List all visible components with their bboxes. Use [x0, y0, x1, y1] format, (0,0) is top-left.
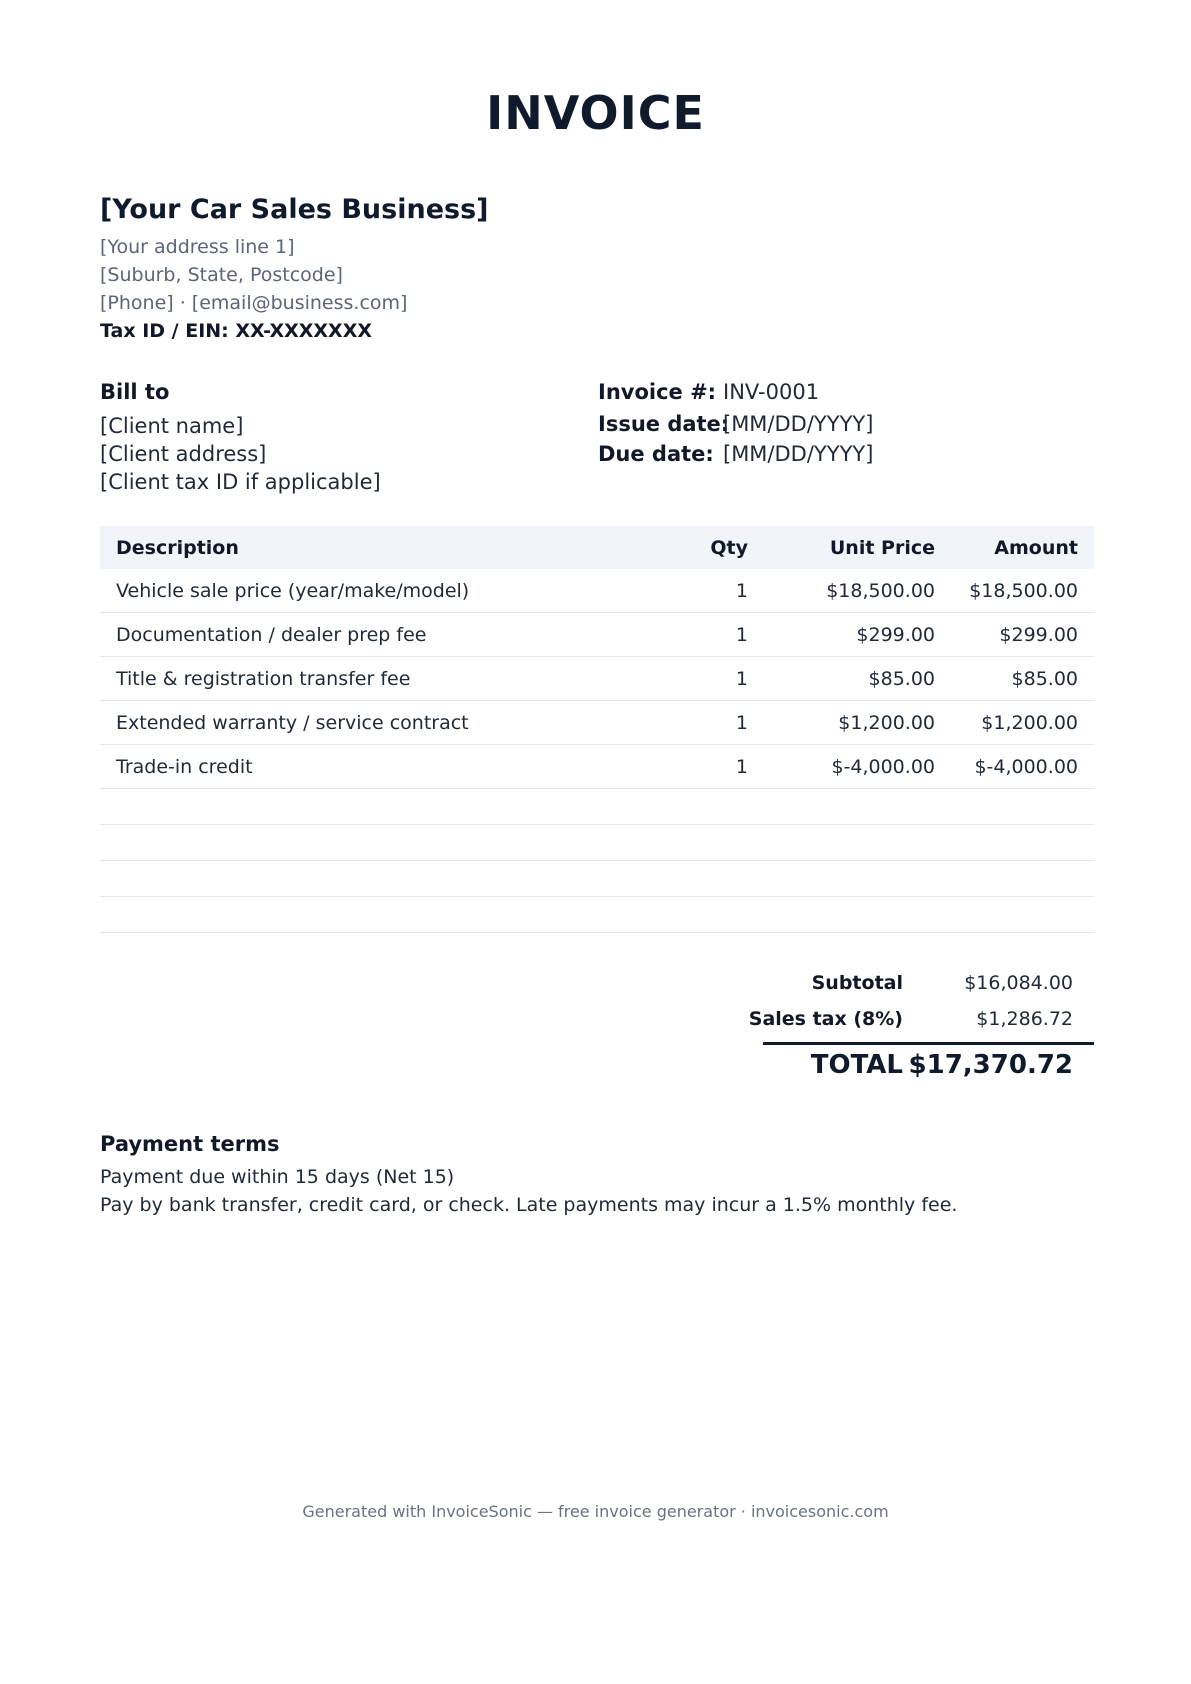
row-amount: $85.00: [951, 657, 1094, 701]
total-label: TOTAL: [810, 1050, 903, 1080]
empty-cell: [100, 825, 1094, 861]
due-date: [MM/DD/YYYY]: [723, 442, 874, 466]
footer-credit: Generated with InvoiceSonic — free invoice generator · invoicesonic.com: [302, 1502, 889, 1521]
row-description: Title & registration transfer fee: [100, 657, 672, 701]
due-date-label: Due date:: [598, 442, 714, 466]
payment-terms-line-2: Pay by bank transfer, credit card, or check. Late payments may incur a 1.5% monthly fee.: [100, 1194, 958, 1216]
bill-to-heading: Bill to: [100, 380, 170, 404]
empty-table-row: [100, 897, 1094, 933]
payment-terms-line-1: Payment due within 15 days (Net 15): [100, 1166, 455, 1188]
column-header-qty: Qty: [672, 526, 764, 569]
table-row: [100, 569, 1094, 613]
row-qty: 1: [672, 745, 764, 789]
empty-table-row: [100, 789, 1094, 825]
business-tax-id: Tax ID / EIN: XX-XXXXXXX: [100, 320, 373, 342]
invoice-number: INV-0001: [723, 380, 820, 404]
issue-date: [MM/DD/YYYY]: [723, 412, 874, 436]
row-unit-price: $18,500.00: [764, 569, 951, 613]
row-qty: 1: [672, 613, 764, 657]
business-address-line-2: [Suburb, State, Postcode]: [100, 264, 343, 286]
empty-cell: [100, 897, 1094, 933]
business-name: [Your Car Sales Business]: [100, 194, 489, 225]
subtotal-label: Subtotal: [811, 972, 903, 994]
total-value: $17,370.72: [908, 1050, 1073, 1080]
payment-terms-heading: Payment terms: [100, 1132, 280, 1156]
empty-cell: [100, 861, 1094, 897]
row-unit-price: $85.00: [764, 657, 951, 701]
column-header-amount: Amount: [951, 526, 1094, 569]
empty-table-row: [100, 861, 1094, 897]
client-name: [Client name]: [100, 414, 244, 438]
row-description: Extended warranty / service contract: [100, 701, 672, 745]
business-address-line-1: [Your address line 1]: [100, 236, 295, 258]
table-row: [100, 745, 1094, 789]
row-unit-price: $299.00: [764, 613, 951, 657]
row-amount: $299.00: [951, 613, 1094, 657]
empty-table-row: [100, 825, 1094, 861]
empty-cell: [100, 789, 1094, 825]
business-contact: [Phone] · [email@business.com]: [100, 292, 408, 314]
client-address: [Client address]: [100, 442, 267, 466]
table-row: [100, 613, 1094, 657]
line-items-table: [100, 526, 1094, 933]
row-description: Documentation / dealer prep fee: [100, 613, 672, 657]
total-divider: [763, 1042, 1094, 1045]
table-header-row: [100, 526, 1094, 569]
subtotal-value: $16,084.00: [964, 972, 1073, 994]
row-amount: $18,500.00: [951, 569, 1094, 613]
row-qty: 1: [672, 657, 764, 701]
invoice-number-label: Invoice #:: [598, 380, 717, 404]
invoice-title: INVOICE: [486, 86, 705, 140]
row-unit-price: $1,200.00: [764, 701, 951, 745]
client-tax-id: [Client tax ID if applicable]: [100, 470, 381, 494]
issue-date-label: Issue date:: [598, 412, 730, 436]
row-qty: 1: [672, 569, 764, 613]
sales-tax-value: $1,286.72: [976, 1008, 1073, 1030]
table-row: [100, 657, 1094, 701]
row-amount: $1,200.00: [951, 701, 1094, 745]
column-header-unit-price: Unit Price: [764, 526, 951, 569]
column-header-description: Description: [100, 526, 672, 569]
row-description: Trade-in credit: [100, 745, 672, 789]
row-amount: $-4,000.00: [951, 745, 1094, 789]
row-unit-price: $-4,000.00: [764, 745, 951, 789]
row-description: Vehicle sale price (year/make/model): [100, 569, 672, 613]
sales-tax-label: Sales tax (8%): [748, 1008, 903, 1030]
table-row: [100, 701, 1094, 745]
row-qty: 1: [672, 701, 764, 745]
